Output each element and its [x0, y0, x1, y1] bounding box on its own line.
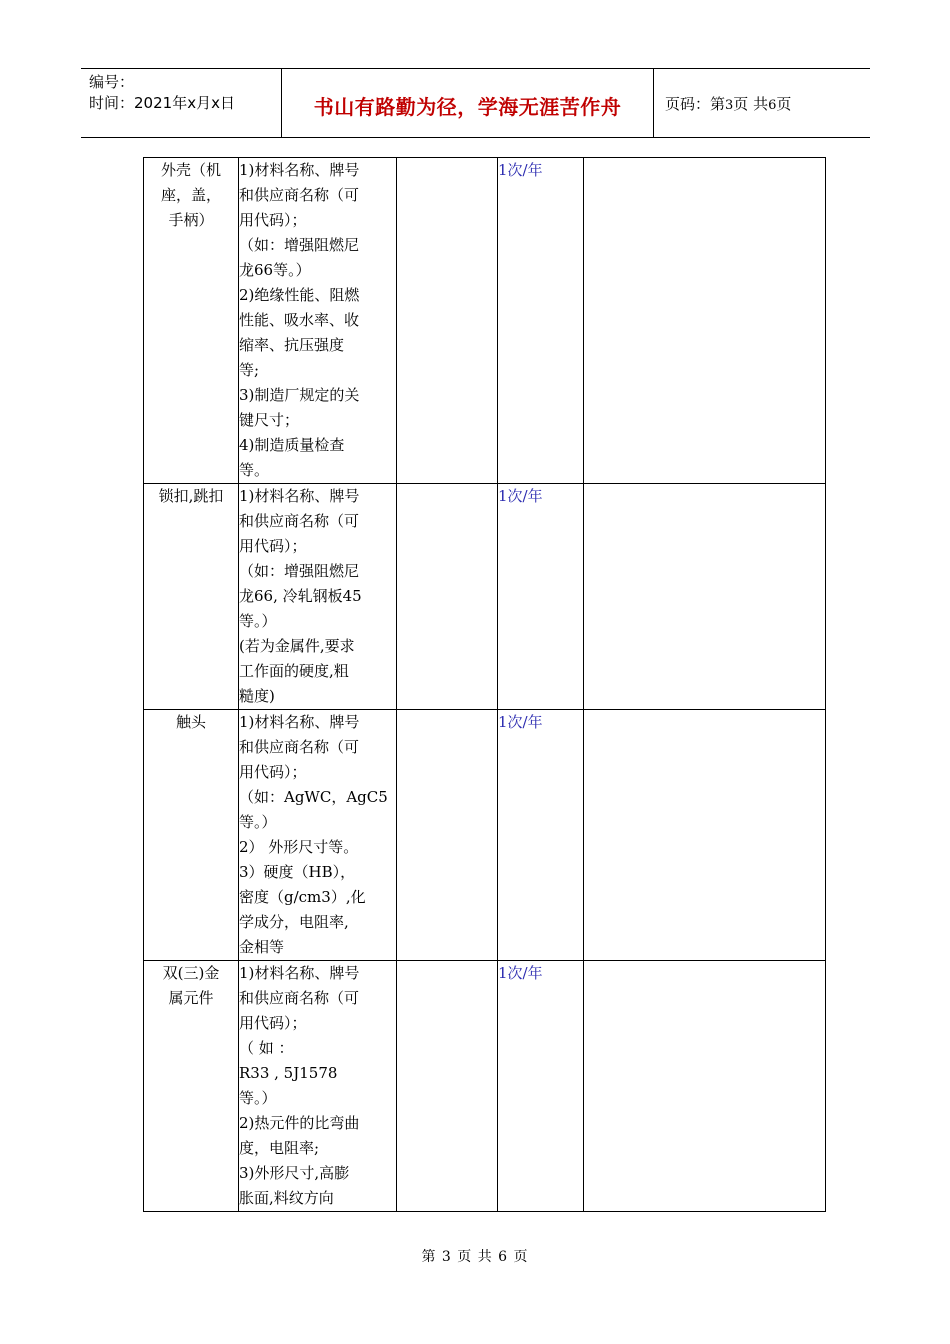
component-cell [144, 710, 239, 961]
table-row [144, 961, 826, 1212]
page-footer: 第 3 页 共 6 页 [421, 1249, 529, 1265]
cell-line: 糙度) [239, 687, 275, 705]
number-label: 编号： [89, 73, 135, 91]
cell-line: 2） 外形尺寸等。 [239, 838, 359, 856]
cell-line: 用代码）； [239, 211, 307, 229]
cell-line: 龙66等。） [239, 261, 311, 279]
cell-line: 座，盖， [160, 186, 221, 204]
cell-line: 3)制造厂规定的关 [239, 386, 360, 404]
cell-line: 性能、吸水率、收 [239, 311, 360, 329]
header-motto: 书山有路勤为径，学海无涯苦作舟 [313, 95, 622, 119]
date-label: 时间： [89, 94, 135, 112]
cell-line: 等。 [239, 461, 270, 479]
cell-line: 用代码）； [239, 1014, 307, 1032]
cell-line: 4)制造质量检查 [239, 436, 345, 454]
cell-line: 触头 [175, 713, 206, 731]
cell-line: 度，电阻率; [239, 1139, 320, 1157]
cell-line: 外壳（机 [160, 161, 221, 179]
cell-line: 1)材料名称、牌号 [239, 713, 360, 731]
cell-line: 用代码）； [239, 537, 307, 555]
cell-line: （如：增强阻燃尼 [239, 562, 360, 580]
cell-line: 双(三)金 [162, 964, 220, 982]
header-meta [89, 72, 279, 114]
cell-line: 缩率、抗压强度 [239, 336, 345, 354]
cell-line: 和供应商名称（可 [239, 989, 360, 1007]
cell-line: 等。） [239, 1089, 277, 1107]
cell-line: 等。） [239, 612, 277, 630]
cell-line: 和供应商名称（可 [239, 512, 360, 530]
cell-line: 2)热元件的比弯曲 [239, 1114, 360, 1132]
header-divider [653, 69, 654, 137]
requirements-cell [239, 710, 397, 961]
empty-cell [397, 961, 498, 1212]
cell-line: 龙66, 冷轧钢板45 [239, 587, 362, 605]
requirements-cell [239, 158, 397, 484]
empty-cell [584, 961, 826, 1212]
cell-line: （如：AgWC，AgC5 [239, 788, 388, 806]
cell-line: 和供应商名称（可 [239, 738, 360, 756]
cell-line: (若为金属件,要求 [239, 637, 355, 655]
cell-line: 手柄） [168, 211, 214, 229]
empty-cell [397, 710, 498, 961]
cell-line: 等; [239, 361, 260, 379]
table-row [144, 484, 826, 710]
cell-line: 学成分，电阻率, [239, 913, 349, 931]
cell-line: 3)外形尺寸,高膨 [239, 1164, 350, 1182]
cell-line: 密度（g/cm3）,化 [239, 888, 366, 906]
table-row [144, 158, 826, 484]
cell-line: 胀面,料纹方向 [239, 1189, 334, 1207]
empty-cell [397, 484, 498, 710]
empty-cell [584, 158, 826, 484]
header-page-number: 页码：第3页 共6页 [665, 95, 792, 113]
page-header [81, 68, 870, 138]
component-cell [144, 158, 239, 484]
cell-line: 等。） [239, 813, 277, 831]
cell-line: 2)绝缘性能、阻燃 [239, 286, 360, 304]
component-cell [144, 484, 239, 710]
cell-line: 工作面的硬度,粗 [239, 662, 349, 680]
component-inspection-table [143, 157, 826, 1212]
date-line [89, 93, 279, 114]
cell-line: R33 , 5J1578 [239, 1064, 338, 1082]
cell-line: （如：增强阻燃尼 [239, 236, 360, 254]
cell-line: 1)材料名称、牌号 [239, 964, 360, 982]
cell-line: 和供应商名称（可 [239, 186, 360, 204]
cell-line: 3）硬度（HB）， [239, 863, 356, 881]
empty-cell [584, 484, 826, 710]
empty-cell [397, 158, 498, 484]
requirements-cell [239, 961, 397, 1212]
frequency-cell: 1次/年 [498, 484, 584, 710]
cell-line: （ 如 ： [239, 1039, 294, 1057]
empty-cell [584, 710, 826, 961]
cell-line: 锁扣,跳扣 [158, 487, 224, 505]
date-value: 2021年x月x日 [134, 94, 235, 112]
cell-line: 1)材料名称、牌号 [239, 487, 360, 505]
cell-line: 金相等 [239, 938, 285, 956]
table-row [144, 710, 826, 961]
frequency-cell: 1次/年 [498, 961, 584, 1212]
table-body [144, 158, 826, 1212]
requirements-cell [239, 484, 397, 710]
frequency-cell: 1次/年 [498, 158, 584, 484]
cell-line: 用代码）； [239, 763, 307, 781]
cell-line: 1)材料名称、牌号 [239, 161, 360, 179]
component-cell [144, 961, 239, 1212]
cell-line: 属元件 [168, 989, 214, 1007]
frequency-cell: 1次/年 [498, 710, 584, 961]
cell-line: 键尺寸； [239, 411, 300, 429]
